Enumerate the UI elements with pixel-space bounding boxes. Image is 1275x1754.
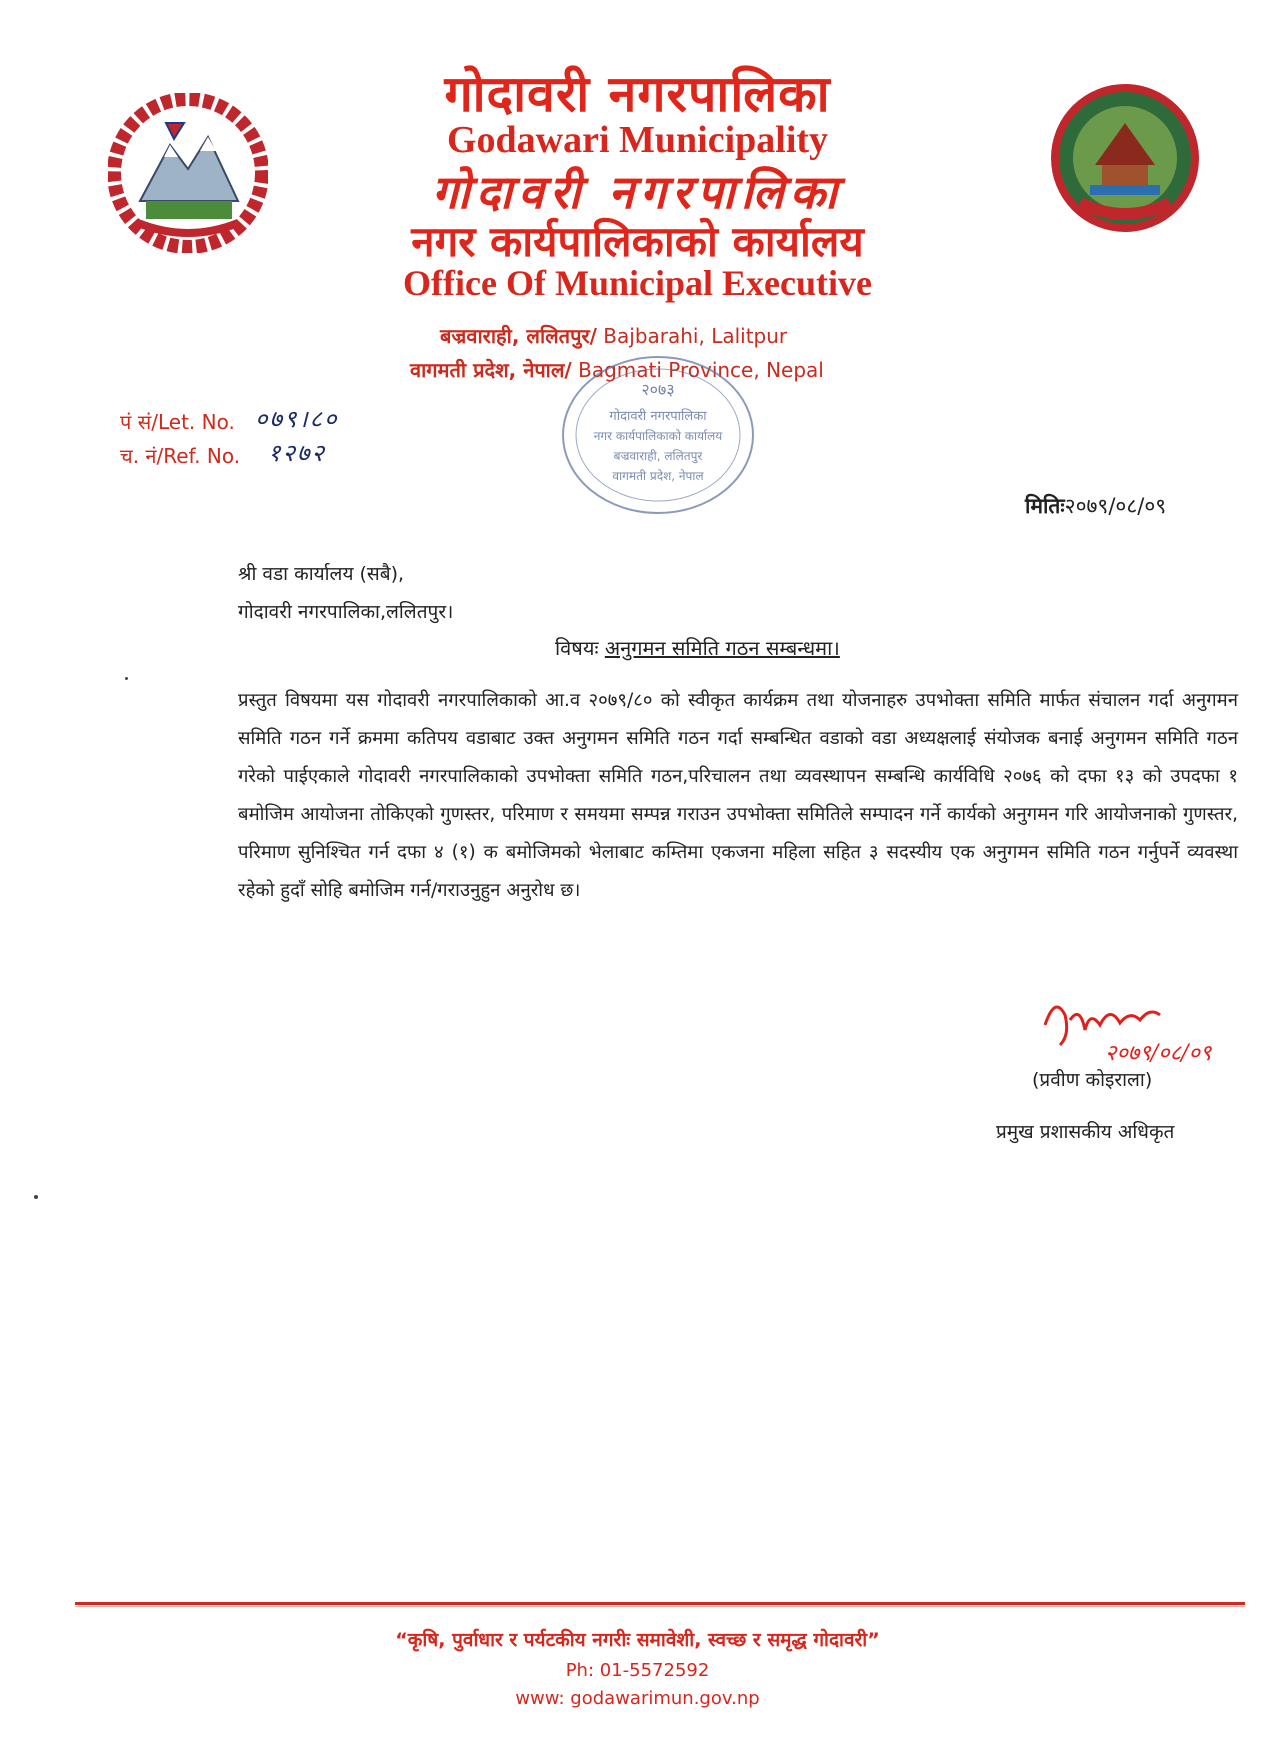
footer-motto: “कृषि, पुर्वाधार र पर्यटकीय नगरीः समावेशी, स्वच्छ र समृद्ध गोदावरी”: [395, 1629, 880, 1651]
signer-name: (प्रवीण कोइराला): [1032, 1069, 1153, 1091]
address-line-1-nepali: बज्रवाराही, ललितपुर/: [440, 324, 597, 348]
letter-number-label: पं सं/Let. No.: [120, 410, 235, 434]
date-value: २०७९/०८/०९: [1064, 494, 1167, 518]
municipality-name-english: Godawari Municipality: [446, 119, 829, 161]
signature-date: २०७९/०८/०९: [1105, 1041, 1212, 1066]
signer-title: प्रमुख प्रशासकीय अधिकृत: [996, 1121, 1175, 1143]
address-line-1-english: Bajbarahi, Lalitpur: [603, 324, 788, 348]
footer-website: www: godawarimun.gov.np: [515, 1688, 760, 1709]
municipality-name-nepali: गोदावरी नगरपालिका: [444, 65, 831, 123]
stamp-line-3: बज्रवाराही, ललितपुर: [613, 449, 703, 463]
scan-dot: [34, 1195, 38, 1199]
footer-divider: [75, 1602, 1245, 1605]
office-name-nepali: नगर कार्यपालिकाको कार्यालय: [411, 217, 864, 266]
letter-number-value: ०७९।८०: [255, 405, 339, 433]
letter-body: प्रस्तुत विषयमा यस गोदावरी नगरपालिकाको आ.व २०७९/८० को स्वीकृत कार्यक्रम तथा योजनाहरु उपभोक्ता समिति मार्फत संचालन गर्दा अनुगमन समिति गठन गर्ने क्रममा कतिपय वडाबाट उक्त अनुगमन समिति गठन गर्दा सम्बन्धित वडाको वडा अध्यक्षलाई संयोजक बनाई अनुगमन समिति गठन गरेको पाईएकाले गोदावरी नगरपालिकाको उपभोक्ता समिति गठन,परिचालन तथा व्यवस्थापन सम्बन्धि कार्यविधि २०७६ को दफा १३ को उपदफा १ बमोजिम आयोजना तोकिएको गुणस्तर, परिमाण र समयमा सम्पन्न गराउन उपभोक्ता समितिले सम्पादन गर्ने कार्यको अनुगमन गरि आयोजनाको गुणस्तर, परिमाण सुनिश्चित गर्न दफा ४ (१) क बमोजिमको भेलाबाट कम्तिमा एकजना महिला सहित ३ सदस्यीय एक अनुगमन समिति गठन गर्नुपर्ने व्यवस्था रहेको हुदाँ सोहि बमोजिम गर्न/गराउनुहुन अनुरोध छ।: [238, 690, 1238, 901]
address-line-1: [440, 322, 787, 349]
municipality-name-stylized: गोदावरी नगरपालिका: [431, 165, 844, 219]
office-stamp: [558, 350, 758, 520]
scan-dot: [125, 677, 128, 680]
office-name-english: Office Of Municipal Executive: [403, 263, 872, 303]
subject-text: अनुगमन समिति गठन सम्बन्धमा।: [604, 636, 840, 660]
footer-divider-shadow: [75, 1606, 1245, 1607]
letter-subject: [555, 634, 840, 661]
stamp-line-1: गोदावरी नगरपालिका: [609, 409, 707, 424]
stamp-line-4: वागमती प्रदेश, नेपाल: [612, 469, 704, 483]
address-line-2-nepali: वागमती प्रदेश, नेपाल/: [410, 358, 572, 382]
stamp-number: २०७३: [641, 380, 675, 399]
footer-phone: Ph: 01-5572592: [565, 1660, 710, 1681]
reference-number-label: च. नं/Ref. No.: [120, 444, 241, 468]
addressee-line-2: गोदावरी नगरपालिका,ललितपुर।: [238, 601, 454, 623]
date-label: मितिः: [1025, 494, 1065, 518]
stamp-line-2: नगर कार्यपालिकाको कार्यालय: [593, 429, 723, 443]
subject-label: विषयः: [555, 636, 599, 660]
letter-date: [1025, 492, 1166, 520]
addressee-line-1: श्री वडा कार्यालय (सबै),: [238, 563, 405, 585]
address-line-2-english: Bagmati Province, Nepal: [578, 358, 824, 382]
reference-number-value: १२७२: [268, 439, 326, 467]
